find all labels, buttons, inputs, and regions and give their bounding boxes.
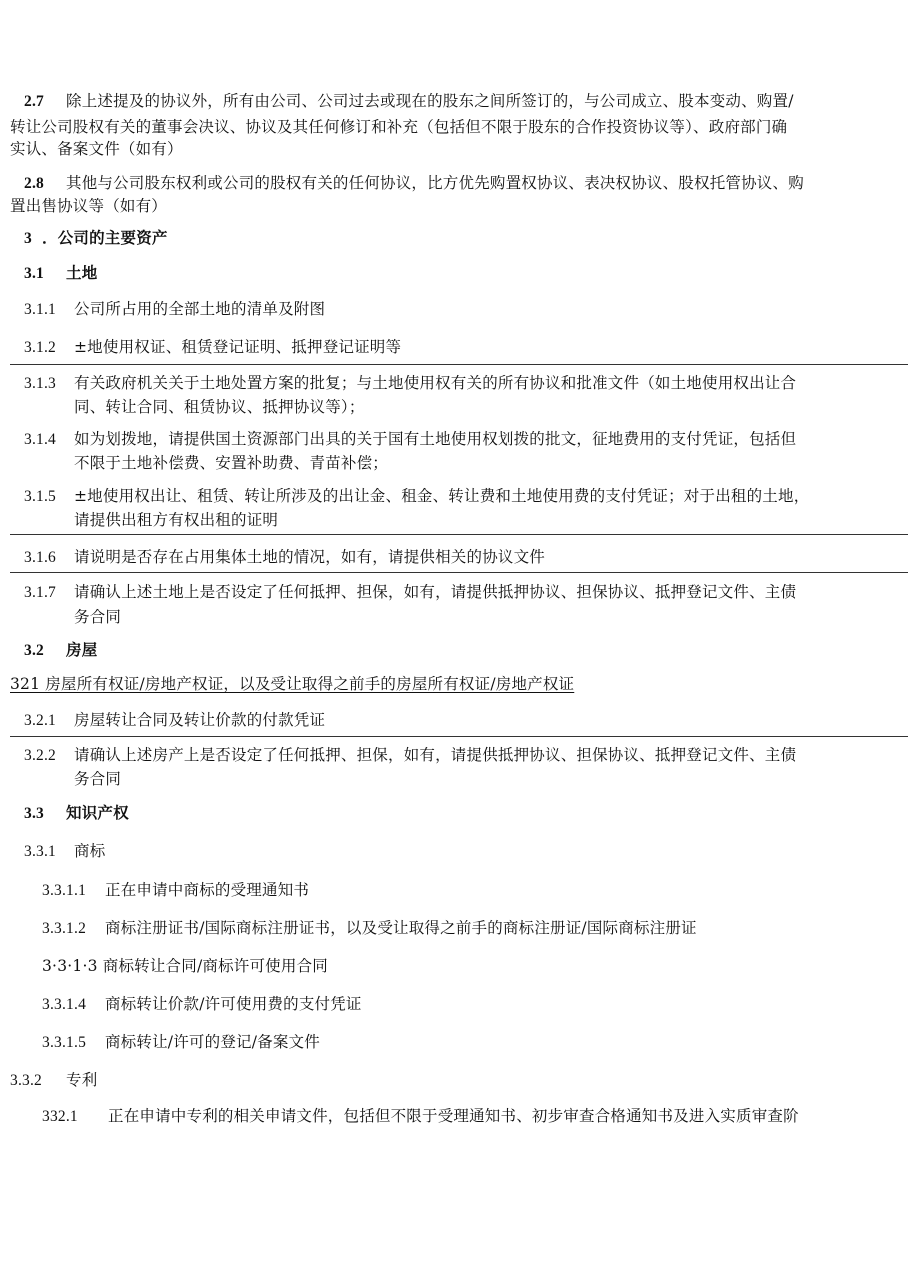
section-title: 专利 [66, 1071, 98, 1089]
clause-number: 3.3.1.5 [42, 1034, 87, 1051]
clause-text: 务合同 [74, 770, 122, 788]
clause-number: 3.1.2 [24, 339, 56, 356]
clause-number: 3.1.5 [24, 488, 56, 505]
clause-text: ±地使用权出让、租赁、转让所涉及的出让金、租金、转让费和土地使用费的支付凭证；对于出租的土地， [74, 487, 810, 505]
clause-text: 除上述提及的协议外，所有由公司、公司过去或现在的股东之间所签订的，与公司成立、股本变动、购置/ [66, 92, 794, 110]
section-3-3-heading [24, 800, 129, 827]
clause-3-1-2 [24, 334, 401, 361]
clause-number: 3.1.7 [24, 584, 56, 601]
clause-text: 置出售协议等（如有） [10, 197, 168, 215]
section-3-1-heading [24, 260, 97, 287]
clause-text: 同、转让合同、租赁协议、抵押协议等）； [74, 398, 365, 416]
clause-3-1-7-line2 [74, 604, 121, 630]
clause-text: 请确认上述土地上是否设定了任何抵押、担保，如有，请提供抵押协议、担保协议、抵押登记文件、主债 [74, 583, 797, 601]
section-title: ．公司的主要资产 [42, 228, 168, 247]
section-title: 商标 [74, 842, 106, 860]
clause-text: 商标转让价款/许可使用费的支付凭证 [105, 995, 362, 1013]
clause-text: 321 房屋所有权证/房地产权证，以及受让取得之前手的房屋所有权证/房地产权证 [10, 675, 575, 693]
section-3-heading [24, 225, 168, 252]
clause-number: 3.2.1 [24, 712, 56, 729]
clause-text: 房屋转让合同及转让价款的付款凭证 [74, 711, 326, 729]
clause-text: 3·3·1·3 商标转让合同/商标许可使用合同 [42, 957, 328, 975]
clause-3-1-7-line1 [24, 579, 796, 606]
clause-number: 2.8 [24, 175, 44, 192]
clause-3-1-4-line1 [24, 426, 796, 453]
clause-number: 3.3.1.4 [42, 996, 87, 1013]
clause-2-7-line1 [24, 88, 794, 115]
clause-number: 332.1 [42, 1108, 78, 1125]
clause-3-3-1-1 [42, 877, 309, 904]
section-number: 3.1 [24, 265, 44, 282]
clause-number: 3.3.1.2 [42, 920, 87, 937]
clause-3-2-2-line2 [74, 766, 121, 792]
clause-text: 商标注册证书/国际商标注册证书，以及受让取得之前手的商标注册证/国际商标注册证 [105, 919, 697, 937]
clause-text: 正在申请中商标的受理通知书 [105, 881, 310, 899]
clause-3-2-x [10, 671, 574, 697]
clause-text: ±地使用权证、租赁登记证明、抵押登记证明等 [74, 338, 402, 356]
clause-number: 3.1.6 [24, 549, 56, 566]
clause-text: 请说明是否存在占用集体土地的情况，如有，请提供相关的协议文件 [74, 548, 546, 566]
section-number: 3 [24, 230, 32, 247]
section-3-3-1-heading [24, 838, 105, 865]
clause-2-8-line2 [10, 193, 167, 219]
clause-number: 3.1.3 [24, 375, 56, 392]
section-title: 房屋 [66, 640, 98, 659]
section-3-3-2-heading [10, 1067, 97, 1094]
clause-3-2-1 [24, 707, 325, 734]
clause-text: 如为划拨地，请提供国土资源部门出具的关于国有土地使用权划拨的批文，征地费用的支付凭证，包括但 [74, 430, 797, 448]
clause-3-3-1-5 [42, 1029, 320, 1056]
clause-text: 务合同 [74, 608, 122, 626]
clause-3-1-5-line2 [74, 507, 278, 533]
section-title: 土地 [66, 263, 98, 282]
divider-line [10, 534, 908, 535]
clause-text: 请确认上述房产上是否设定了任何抵押、担保，如有，请提供抵押协议、担保协议、抵押登记文件、主债 [74, 746, 797, 764]
divider-line [10, 572, 908, 573]
clause-number: 3.1.4 [24, 431, 56, 448]
clause-number: 3.3.1.1 [42, 882, 87, 899]
section-number: 3.3 [24, 805, 44, 822]
clause-3-1-5-line1 [24, 483, 809, 510]
clause-3-1-3-line2 [74, 394, 365, 420]
section-number: 3.3.1 [24, 843, 56, 860]
clause-3-3-1-3 [42, 953, 328, 979]
divider-line [10, 364, 908, 365]
section-3-2-heading [24, 637, 97, 664]
clause-3-1-6 [24, 544, 545, 571]
clause-text: 请提供出租方有权出租的证明 [74, 511, 279, 529]
clause-text: 转让公司股权有关的董事会决议、协议及其任何修订和补充（包括但不限于股东的合作投资协议等）、政府部门确 [10, 118, 788, 136]
section-number: 3.3.2 [10, 1072, 42, 1089]
section-number: 3.2 [24, 642, 44, 659]
divider-line [10, 736, 908, 737]
clause-number: 3.2.2 [24, 747, 56, 764]
clause-text: 有关政府机关关于土地处置方案的批复；与土地使用权有关的所有协议和批准文件（如土地使用权出让合 [74, 374, 797, 392]
clause-text: 实认、备案文件（如有） [10, 140, 183, 158]
clause-text: 公司所占用的全部土地的清单及附图 [74, 300, 326, 318]
clause-text: 不限于土地补偿费、安置补助费、青苗补偿； [74, 454, 389, 472]
clause-2-7-line3 [10, 136, 183, 162]
clause-text: 商标转让/许可的登记/备案文件 [105, 1033, 320, 1051]
clause-3-3-1-4 [42, 991, 362, 1018]
clause-text: 正在申请中专利的相关申请文件，包括但不限于受理通知书、初步审查合格通知书及进入实质审查阶 [108, 1107, 799, 1125]
clause-3-3-2-1 [42, 1103, 799, 1130]
clause-text: 其他与公司股东权利或公司的股权有关的任何协议，比方优先购置权协议、表决权协议、股权托管协议、购 [66, 174, 804, 192]
clause-3-1-1 [24, 296, 325, 323]
clause-3-1-3-line1 [24, 370, 796, 397]
clause-3-1-4-line2 [74, 450, 388, 476]
section-title: 知识产权 [66, 803, 129, 822]
clause-number: 3.1.1 [24, 301, 56, 318]
clause-3-3-1-2 [42, 915, 697, 942]
clause-number: 2.7 [24, 93, 44, 110]
clause-3-2-2-line1 [24, 742, 796, 769]
